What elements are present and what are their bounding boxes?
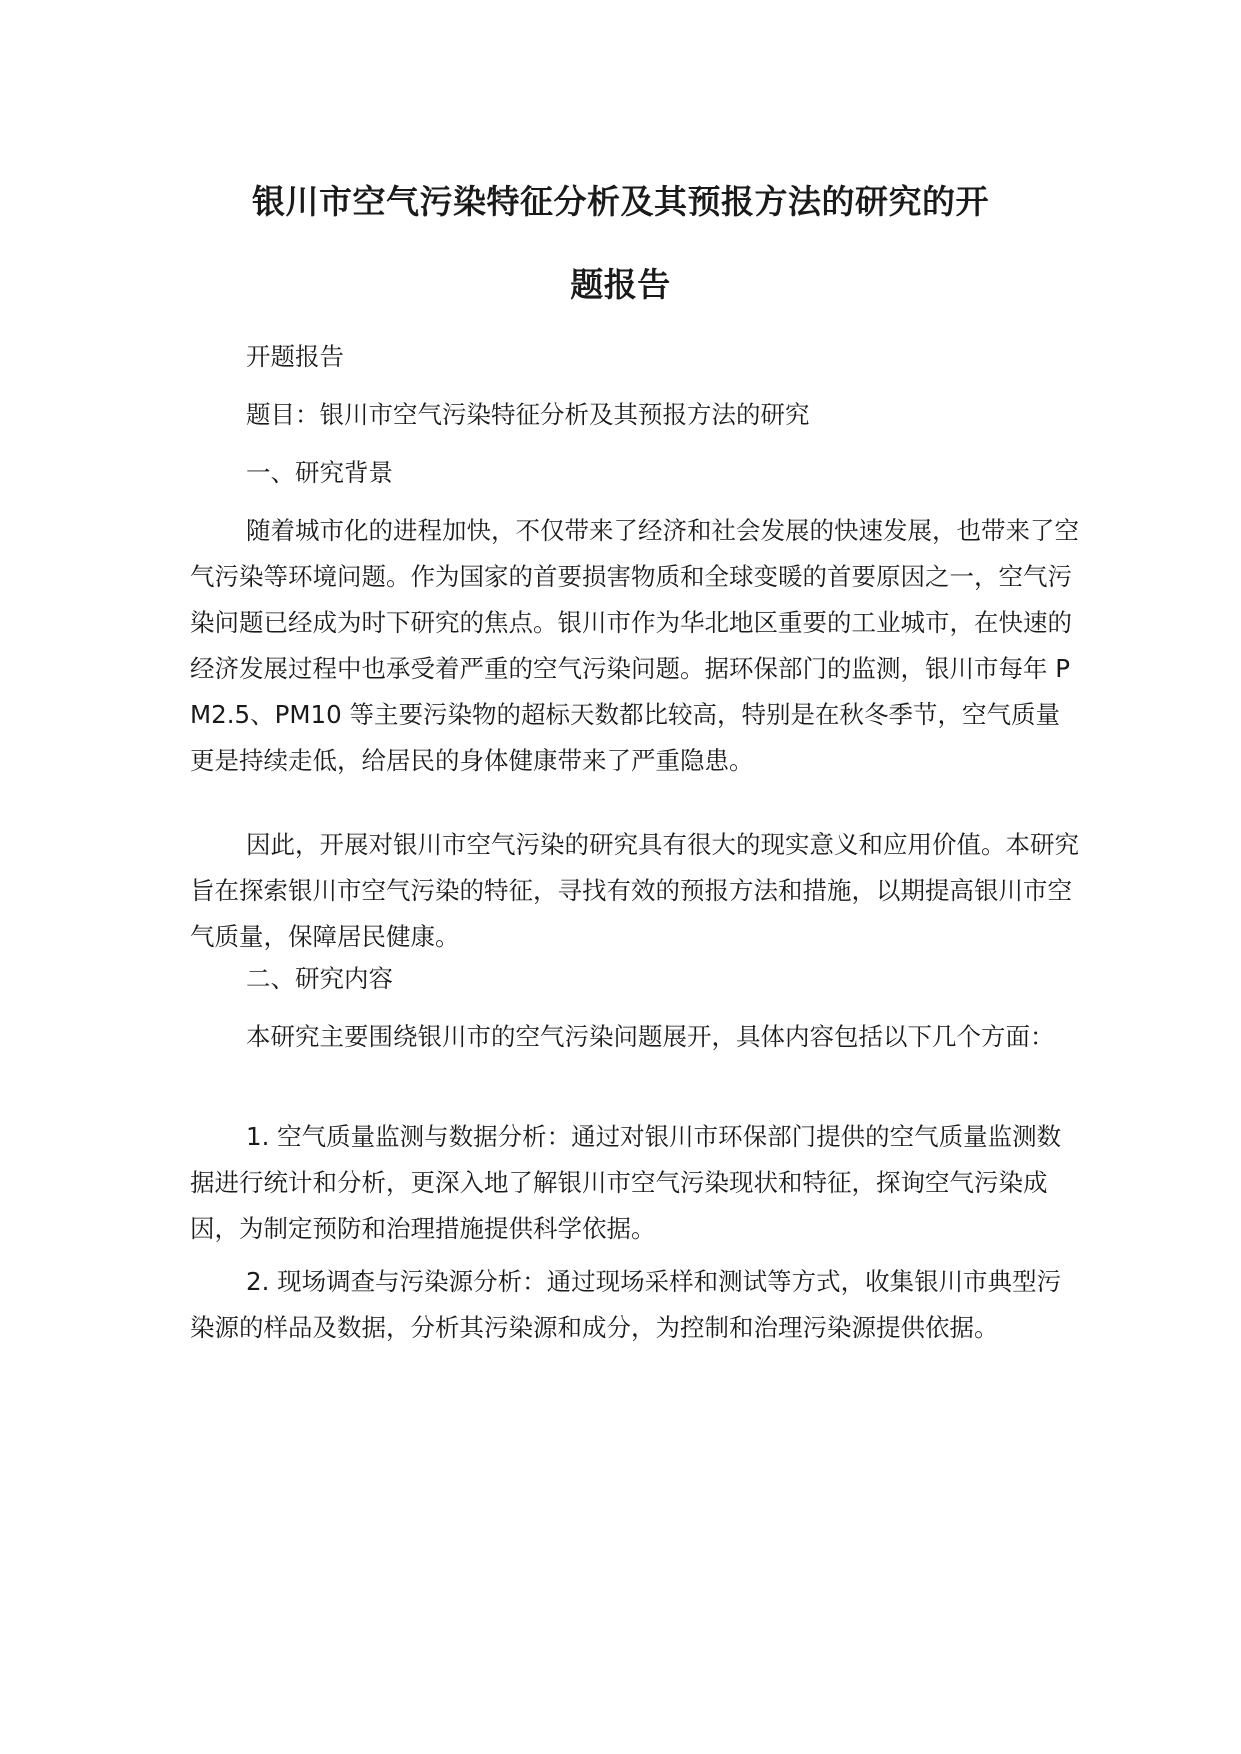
document-title-line-1: 银川市空气污染特征分析及其预报方法的研究的开 [252,182,989,221]
section-1-paragraph-1: 随着城市化的进程加快，不仅带来了经济和社会发展的快速发展，也带来了空气污染等环境问题。作为国家的首要损害物质和全球变暖的首要原因之一，空气污染问题已经成为时下研究的焦点。银川市作为华北地区重要的工业城市，在快速的经济发展过程中也承受着严重的空气污染问题。据环保部门的监测，银川市每年 PM2.5、PM10 等主要污染物的超标天数都比较高，特别是在秋冬季节，空气质量更是持续走低，给居民的身体健康带来了严重隐患。 [190,516,1079,775]
content-item-1: 1. 空气质量监测与数据分析：通过对银川市环保部门提供的空气质量监测数据进行统计和分析，更深入地了解银川市空气污染现状和特征，探询空气污染成因，为制定预防和治理措施提供科学依据。 [190,1122,1062,1243]
section-1-paragraph-2: 因此，开展对银川市空气污染的研究具有很大的现实意义和应用价值。本研究旨在探索银川市空气污染的特征，寻找有效的预报方法和措施，以期提高银川市空气质量，保障居民健康。 [190,830,1079,951]
section-1-heading: 一、研究背景 [246,458,393,487]
section-2-intro: 本研究主要围绕银川市的空气污染问题展开，具体内容包括以下几个方面： [246,1022,1055,1051]
content-item-2: 2. 现场调查与污染源分析：通过现场采样和测试等方式，收集银川市典型污染源的样品及数据，分析其污染源和成分，为控制和治理污染源提供依据。 [190,1267,1062,1342]
report-label: 开题报告 [246,342,344,371]
report-subject: 题目：银川市空气污染特征分析及其预报方法的研究 [246,400,810,429]
document-title-line-2: 题报告 [570,265,671,304]
section-2-heading: 二、研究内容 [246,964,393,993]
